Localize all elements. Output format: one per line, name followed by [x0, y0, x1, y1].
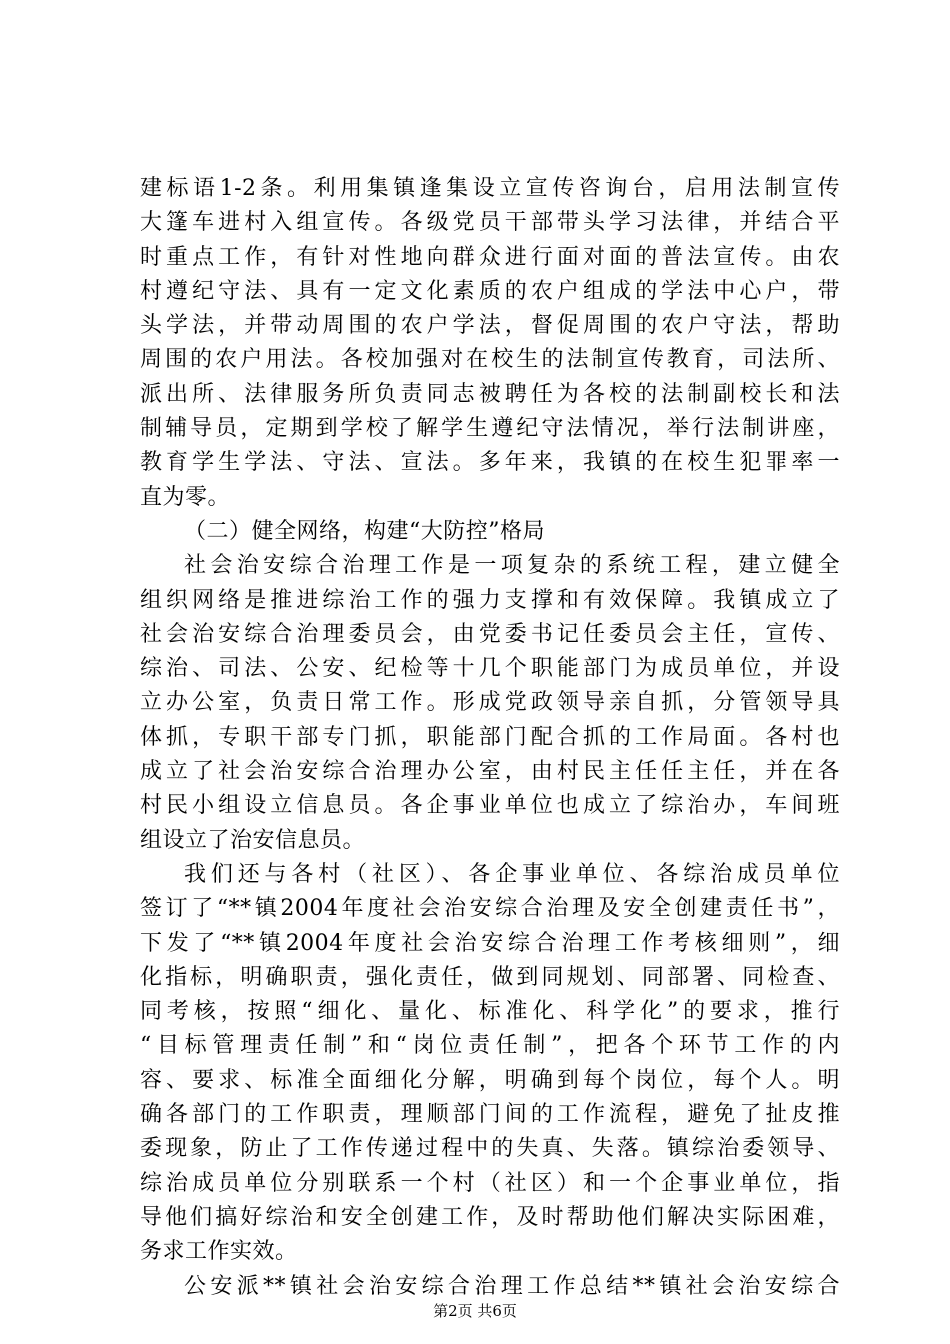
- text-line: 时重点工作，有针对性地向群众进行面对面的普法宣传。由农: [140, 244, 840, 270]
- text-line: 立办公室，负责日常工作。形成党政领导亲自抓，分管领导具: [140, 690, 840, 716]
- text-line: 头学法，并带动周围的农户学法，督促周围的农户守法，帮助: [140, 313, 840, 339]
- text-line: 综治、司法、公安、纪检等十几个职能部门为成员单位，并设: [140, 656, 840, 682]
- text-line: 社会治安综合治理委员会，由党委书记任委员会主任，宣传、: [140, 621, 840, 647]
- text-line: 确各部门的工作职责，理顺部门间的工作流程，避免了扯皮推: [140, 1102, 840, 1128]
- text-line: 综治成员单位分别联系一个村（社区）和一个企事业单位，指: [140, 1170, 840, 1196]
- text-line: 委现象，防止了工作传递过程中的失真、失落。镇综治委领导、: [140, 1136, 840, 1162]
- text-line: 同考核，按照“细化、量化、标准化、科学化”的要求，推行: [140, 999, 840, 1025]
- text-line: 公安派**镇社会治安综合治理工作总结**镇社会治安综合: [184, 1273, 840, 1299]
- text-line: 成立了社会治安综合治理办公室，由村民主任任主任，并在各: [140, 759, 840, 785]
- text-line: 化指标，明确职责，强化责任，做到同规划、同部署、同检查、: [140, 964, 840, 990]
- document-body: [140, 172, 840, 1304]
- section-heading: （二）健全网络，构建“大防控”格局: [184, 518, 545, 544]
- text-line: 教育学生学法、守法、宣法。多年来，我镇的在校生犯罪率一: [140, 450, 840, 476]
- text-line: 容、要求、标准全面细化分解，明确到每个岗位，每个人。明: [140, 1067, 840, 1093]
- text-line: 我们还与各村（社区）、各企事业单位、各综治成员单位: [184, 861, 840, 887]
- text-line: 制辅导员，定期到学校了解学生遵纪守法情况，举行法制讲座，: [140, 416, 840, 442]
- text-line: 体抓，专职干部专门抓，职能部门配合抓的工作局面。各村也: [140, 724, 840, 750]
- text-line: 组设立了治安信息员。: [140, 827, 366, 853]
- text-line: “目标管理责任制”和“岗位责任制”，把各个环节工作的内: [140, 1033, 840, 1059]
- text-line: 直为零。: [140, 484, 231, 510]
- text-line: 签订了“**镇2004年度社会治安综合治理及安全创建责任书”，: [140, 896, 840, 922]
- text-line: 周围的农户用法。各校加强对在校生的法制宣传教育，司法所、: [140, 347, 840, 373]
- text-line: 派出所、法律服务所负责同志被聘任为各校的法制副校长和法: [140, 381, 840, 407]
- text-line: 务求工作实效。: [140, 1239, 298, 1265]
- text-line: 组织网络是推进综治工作的强力支撑和有效保障。我镇成立了: [140, 587, 840, 613]
- text-line: 建标语1-2条。利用集镇逢集设立宣传咨询台，启用法制宣传: [140, 176, 840, 201]
- text-line: 导他们搞好综治和安全创建工作，及时帮助他们解决实际困难，: [140, 1204, 840, 1230]
- text-line: 下发了“**镇2004年度社会治安综合治理工作考核细则”，细: [140, 930, 840, 956]
- text-line: 村遵纪守法、具有一定文化素质的农户组成的学法中心户，带: [140, 278, 840, 304]
- page-footer: 第2页 共6页: [433, 1302, 517, 1320]
- text-line: 村民小组设立信息员。各企事业单位也成立了综治办，车间班: [140, 793, 840, 819]
- text-line: 大篷车进村入组宣传。各级党员干部带头学习法律，并结合平: [140, 210, 840, 236]
- text-line: 社会治安综合治理工作是一项复杂的系统工程，建立健全: [184, 553, 840, 579]
